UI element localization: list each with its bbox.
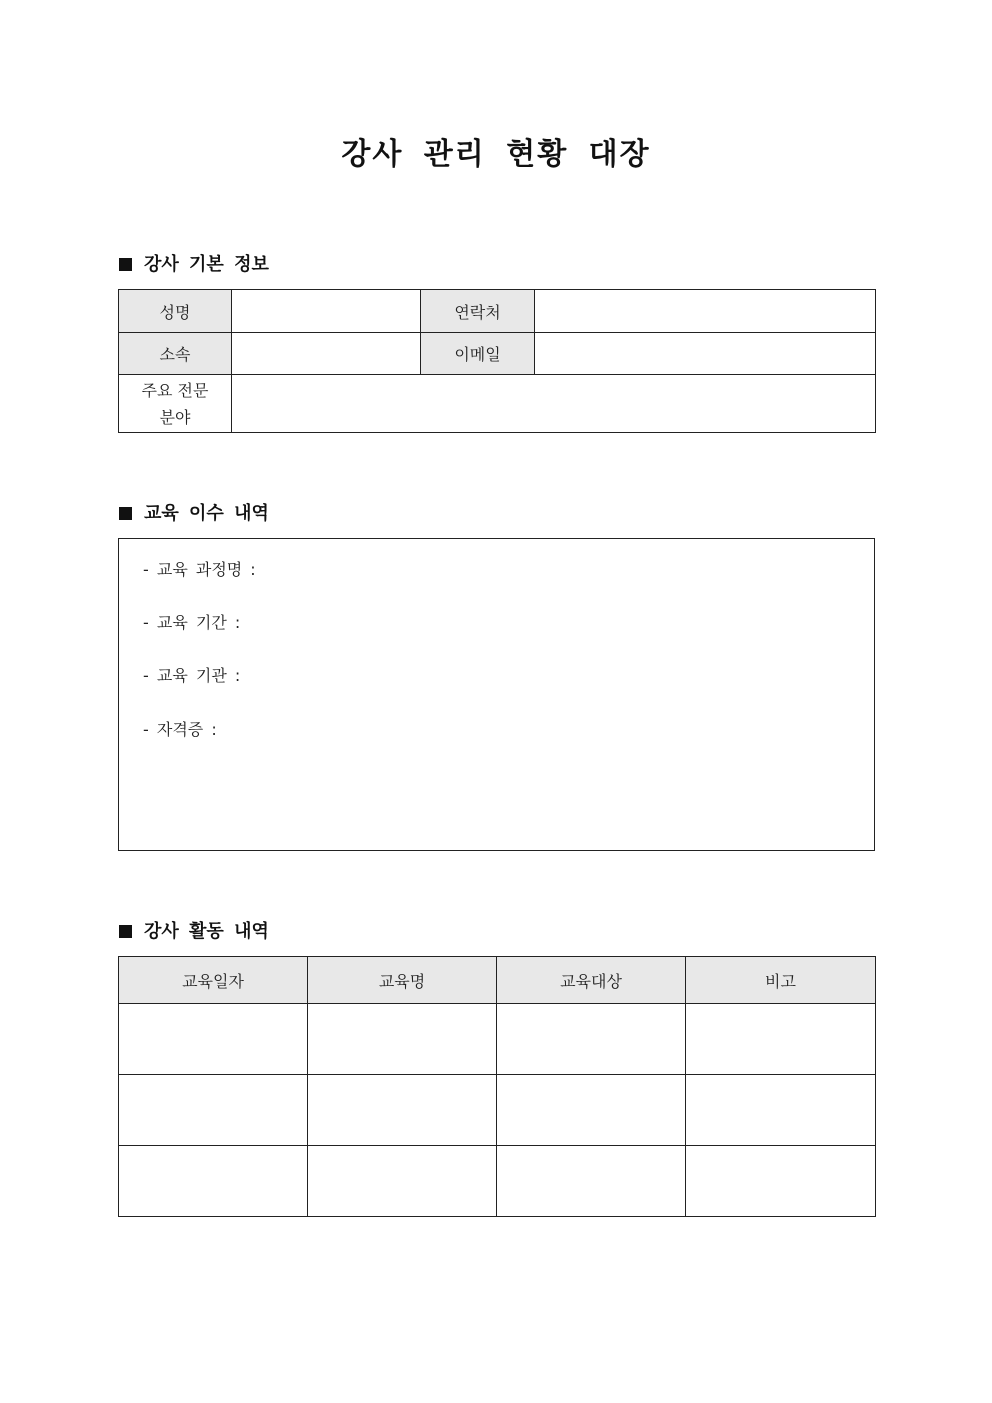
table-row: [119, 290, 876, 333]
table-row: [119, 375, 876, 433]
name-label: 성명: [119, 290, 232, 333]
section-heading-basic-info: [119, 253, 269, 277]
email-label: 이메일: [421, 333, 535, 375]
table-row: [119, 1004, 876, 1075]
name-value[interactable]: [232, 290, 421, 333]
education-box[interactable]: [118, 538, 875, 851]
table-cell[interactable]: [686, 1146, 876, 1217]
contact-value[interactable]: [535, 290, 876, 333]
table-cell[interactable]: [686, 1075, 876, 1146]
page-title: 강사 관리 현황 대장: [341, 137, 651, 172]
table-cell[interactable]: [308, 1146, 497, 1217]
square-bullet-icon: [119, 258, 132, 271]
section-heading-label: 교육 이수 내역: [144, 503, 269, 524]
education-course-name-line: - 교육 과정명 :: [143, 560, 256, 579]
specialty-label-line2: 분야: [159, 407, 191, 427]
table-cell[interactable]: [308, 1075, 497, 1146]
table-cell[interactable]: [497, 1004, 686, 1075]
section-heading-label: 강사 활동 내역: [144, 921, 269, 942]
education-certificate-line: - 자격증 :: [143, 720, 217, 739]
basic-info-table: [118, 289, 876, 433]
section-heading-education: [119, 502, 269, 526]
column-header-date: 교육일자: [119, 957, 308, 1004]
table-row: [119, 1075, 876, 1146]
education-period-line: - 교육 기간 :: [143, 613, 241, 632]
table-row: [119, 1146, 876, 1217]
square-bullet-icon: [119, 507, 132, 520]
education-institution-line: - 교육 기관 :: [143, 666, 241, 685]
table-cell[interactable]: [119, 1075, 308, 1146]
table-cell[interactable]: [686, 1004, 876, 1075]
table-row: [119, 333, 876, 375]
specialty-label-line1: 주요 전문: [141, 380, 209, 400]
affiliation-value[interactable]: [232, 333, 421, 375]
table-cell[interactable]: [119, 1004, 308, 1075]
section-heading-activity: [119, 920, 269, 944]
table-cell[interactable]: [497, 1146, 686, 1217]
affiliation-label: 소속: [119, 333, 232, 375]
section-heading-label: 강사 기본 정보: [144, 254, 269, 275]
contact-label: 연락처: [421, 290, 535, 333]
column-header-note: 비고: [686, 957, 876, 1004]
email-value[interactable]: [535, 333, 876, 375]
specialty-label: [119, 375, 232, 433]
specialty-value[interactable]: [232, 375, 876, 433]
table-cell[interactable]: [119, 1146, 308, 1217]
table-cell[interactable]: [308, 1004, 497, 1075]
column-header-target: 교육대상: [497, 957, 686, 1004]
column-header-course: 교육명: [308, 957, 497, 1004]
activity-table: [118, 956, 876, 1217]
table-cell[interactable]: [497, 1075, 686, 1146]
square-bullet-icon: [119, 925, 132, 938]
table-header-row: [119, 957, 876, 1004]
